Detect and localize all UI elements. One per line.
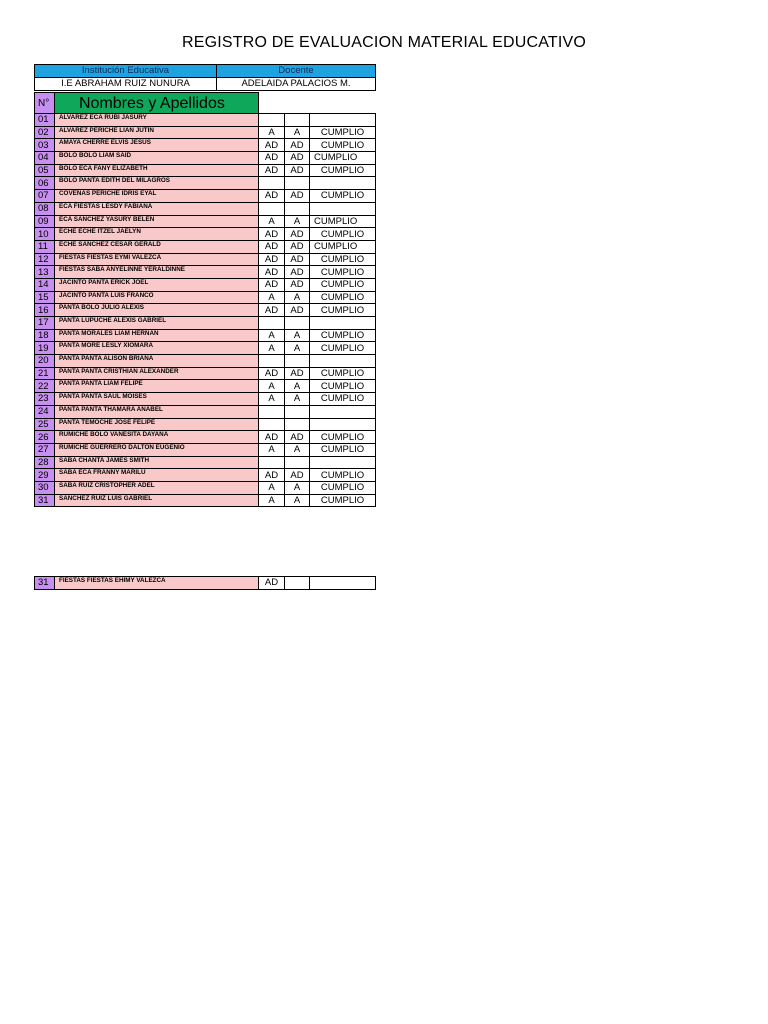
row-number: 20	[35, 355, 55, 368]
status	[310, 202, 376, 215]
student-name: SABA CHANTA JAMES SMITH	[55, 456, 259, 469]
student-name: RUMICHE GUERRERO DALTON EUGENIO	[55, 443, 259, 456]
table-row	[35, 494, 376, 507]
grade-2	[285, 577, 310, 590]
student-name: PANTA MORE LESLY XIOMARA	[55, 342, 259, 355]
grade-2: AD	[285, 240, 310, 253]
status: CUMPLIO	[310, 380, 376, 393]
grade-2: AD	[285, 152, 310, 165]
student-name: PANTA PANTA CRISTHIAN ALEXANDER	[55, 367, 259, 380]
grade-2: AD	[285, 164, 310, 177]
grade-1	[259, 456, 285, 469]
student-name: ECA SANCHEZ YASURY BELEN	[55, 215, 259, 228]
status: CUMPLIO	[310, 164, 376, 177]
grade-1: A	[259, 380, 285, 393]
page-title: REGISTRO DE EVALUACION MATERIAL EDUCATIVO	[181, 34, 587, 51]
row-number: 18	[35, 329, 55, 342]
status: CUMPLIO	[310, 139, 376, 152]
table-row	[35, 190, 376, 203]
status	[310, 355, 376, 368]
grade-1: AD	[259, 469, 285, 482]
grade-2: AD	[285, 304, 310, 317]
status	[310, 577, 376, 590]
student-name: PANTA PANTA LIAM FELIPE	[55, 380, 259, 393]
grade-2: AD	[285, 266, 310, 279]
grade-1	[259, 317, 285, 330]
table-row	[35, 152, 376, 165]
status	[310, 405, 376, 418]
row-number: 08	[35, 202, 55, 215]
table-row	[35, 393, 376, 406]
table-row	[35, 240, 376, 253]
status: CUMPLIO	[310, 126, 376, 139]
grade-2: AD	[285, 253, 310, 266]
table-row	[35, 405, 376, 418]
table-row	[35, 278, 376, 291]
row-number: 23	[35, 393, 55, 406]
grade-1	[259, 405, 285, 418]
grade-1: A	[259, 342, 285, 355]
table-row	[35, 342, 376, 355]
status: CUMPLIO	[310, 393, 376, 406]
grade-2	[285, 456, 310, 469]
row-number: 13	[35, 266, 55, 279]
status: CUMPLIO	[310, 494, 376, 507]
grade-2: AD	[285, 139, 310, 152]
grade-1: A	[259, 481, 285, 494]
status: CUMPLIO	[310, 431, 376, 444]
grade-1: A	[259, 329, 285, 342]
grade-1	[259, 355, 285, 368]
row-number: 05	[35, 164, 55, 177]
grade-2	[285, 405, 310, 418]
status: CUMPLIO	[310, 240, 376, 253]
grade-2: AD	[285, 367, 310, 380]
status: CUMPLIO	[310, 278, 376, 291]
student-name: BOLO PANTA EDITH DEL MILAGROS	[55, 177, 259, 190]
student-name: PANTA PANTA THAMARA ANABEL	[55, 405, 259, 418]
row-number: 06	[35, 177, 55, 190]
row-number: 26	[35, 431, 55, 444]
name-header: Nombres y Apellidos	[55, 93, 259, 114]
row-number: 02	[35, 126, 55, 139]
student-name: PANTA LUPUCHE ALEXIS GABRIEL	[55, 317, 259, 330]
grade-1: AD	[259, 190, 285, 203]
grade-1: AD	[259, 253, 285, 266]
student-name: COVENAS PERICHE IDRIS EYAL	[55, 190, 259, 203]
student-name: ECA FIESTAS LESDY FABIANA	[55, 202, 259, 215]
grade-1: AD	[259, 278, 285, 291]
student-name: ECHE ECHE ITZEL JAELYN	[55, 228, 259, 241]
table-row	[35, 202, 376, 215]
status	[310, 317, 376, 330]
table-row	[35, 304, 376, 317]
table-row	[35, 291, 376, 304]
student-name: BOLO BOLO LIAM SAID	[55, 152, 259, 165]
status: CUMPLIO	[310, 215, 376, 228]
grade-2: A	[285, 126, 310, 139]
student-name: SANCHEZ RUIZ LUIS GABRIEL	[55, 494, 259, 507]
status	[310, 114, 376, 127]
status: CUMPLIO	[310, 304, 376, 317]
grade-1: A	[259, 393, 285, 406]
grade-1: A	[259, 215, 285, 228]
row-number: 03	[35, 139, 55, 152]
row-number: 09	[35, 215, 55, 228]
student-name: JACINTO PANTA LUIS FRANCO	[55, 291, 259, 304]
grade-1: AD	[259, 228, 285, 241]
student-name: ALVAREZ PERICHE LIAN JUTIN	[55, 126, 259, 139]
table-row	[35, 114, 376, 127]
grade-1: AD	[259, 304, 285, 317]
grade-2: A	[285, 494, 310, 507]
status: CUMPLIO	[310, 367, 376, 380]
grade-1	[259, 418, 285, 431]
grade-2	[285, 355, 310, 368]
row-number: 31	[35, 577, 55, 590]
student-name: AMAYA CHERRE ELVIS JESUS	[55, 139, 259, 152]
table-row	[35, 139, 376, 152]
row-number: 29	[35, 469, 55, 482]
status: CUMPLIO	[310, 443, 376, 456]
row-number: 15	[35, 291, 55, 304]
table-row	[35, 317, 376, 330]
row-number: 28	[35, 456, 55, 469]
table-row	[35, 215, 376, 228]
docente-label: Docente	[217, 65, 376, 78]
grade-1	[259, 177, 285, 190]
table-row	[35, 577, 376, 590]
grade-1: AD	[259, 152, 285, 165]
row-number: 16	[35, 304, 55, 317]
table-row	[35, 266, 376, 279]
table-row	[35, 126, 376, 139]
grade-1: AD	[259, 240, 285, 253]
table-row	[35, 481, 376, 494]
table-row	[35, 431, 376, 444]
grade-1	[259, 202, 285, 215]
grade-2	[285, 317, 310, 330]
status: CUMPLIO	[310, 266, 376, 279]
grade-2: AD	[285, 431, 310, 444]
status	[310, 456, 376, 469]
student-name: PANTA MORALES LIAM HERNAN	[55, 329, 259, 342]
table-row	[35, 469, 376, 482]
grade-1: A	[259, 443, 285, 456]
student-name: SABA RUIZ CRISTOPHER ADEL	[55, 481, 259, 494]
table-row	[35, 329, 376, 342]
table-row	[35, 228, 376, 241]
table-row	[35, 418, 376, 431]
status	[310, 418, 376, 431]
student-name: PANTA PANTA ALISON BRIANA	[55, 355, 259, 368]
student-name: RUMICHE BOLO VANESITA DAYANA	[55, 431, 259, 444]
grade-2: A	[285, 393, 310, 406]
student-name: JACINTO PANTA ERICK JOEL	[55, 278, 259, 291]
student-name: FIESTAS FIESTAS EHIMY VALEZCA	[55, 577, 259, 590]
institucion-value: I.E ABRAHAM RUIZ NUNURA	[35, 78, 217, 91]
row-number: 21	[35, 367, 55, 380]
extra-table	[34, 576, 376, 590]
grade-2: A	[285, 342, 310, 355]
grade-2: A	[285, 329, 310, 342]
student-name: ALVAREZ ECA RUBI JASURY	[55, 114, 259, 127]
status: CUMPLIO	[310, 469, 376, 482]
student-name: PANTA BOLO JULIO ALEXIS	[55, 304, 259, 317]
row-number: 11	[35, 240, 55, 253]
grade-1: AD	[259, 577, 285, 590]
grade-1: AD	[259, 266, 285, 279]
grade-1: A	[259, 494, 285, 507]
grade-2: AD	[285, 469, 310, 482]
status	[310, 177, 376, 190]
grade-2	[285, 418, 310, 431]
status: CUMPLIO	[310, 291, 376, 304]
grade-2: AD	[285, 228, 310, 241]
student-name: BOLO ECA FANY ELIZABETH	[55, 164, 259, 177]
grade-2: A	[285, 443, 310, 456]
grade-2	[285, 177, 310, 190]
row-number: 04	[35, 152, 55, 165]
row-number: 31	[35, 494, 55, 507]
row-number: 14	[35, 278, 55, 291]
table-row	[35, 443, 376, 456]
docente-value: ADELAIDA PALACIOS M.	[217, 78, 376, 91]
student-name: PANTA TEMOCHE JOSE FELIPE	[55, 418, 259, 431]
grade-1	[259, 114, 285, 127]
grade-2	[285, 202, 310, 215]
table-row	[35, 177, 376, 190]
row-number: 25	[35, 418, 55, 431]
status: CUMPLIO	[310, 481, 376, 494]
grade-2: AD	[285, 278, 310, 291]
row-number: 27	[35, 443, 55, 456]
grade-2: A	[285, 481, 310, 494]
student-name: SABA ECA FRANNY MARILU	[55, 469, 259, 482]
grade-1: A	[259, 126, 285, 139]
grade-1: AD	[259, 164, 285, 177]
table-row	[35, 253, 376, 266]
student-name: FIESTAS SABA ANYELINNE YERALDINNE	[55, 266, 259, 279]
student-name: PANTA PANTA SAUL MOISES	[55, 393, 259, 406]
grade-1: A	[259, 291, 285, 304]
row-number: 22	[35, 380, 55, 393]
status: CUMPLIO	[310, 152, 376, 165]
status: CUMPLIO	[310, 253, 376, 266]
grade-2: A	[285, 291, 310, 304]
grade-1: AD	[259, 431, 285, 444]
status: CUMPLIO	[310, 190, 376, 203]
table-row	[35, 380, 376, 393]
grade-2: A	[285, 380, 310, 393]
grade-2: AD	[285, 190, 310, 203]
row-number: 24	[35, 405, 55, 418]
evaluation-table	[34, 92, 376, 507]
table-header-row	[35, 93, 376, 114]
grade-1: AD	[259, 139, 285, 152]
institucion-label: Institución Educativa	[35, 65, 217, 78]
student-name: FIESTAS FIESTAS EYMI VALEZCA	[55, 253, 259, 266]
student-name: ECHE SANCHEZ CESAR GERALD	[55, 240, 259, 253]
row-number: 07	[35, 190, 55, 203]
table-row	[35, 164, 376, 177]
header-table	[34, 64, 376, 91]
table-row	[35, 355, 376, 368]
row-number: 19	[35, 342, 55, 355]
grade-2: A	[285, 215, 310, 228]
header-blank	[259, 93, 376, 114]
grade-1: AD	[259, 367, 285, 380]
row-number: 30	[35, 481, 55, 494]
table-row	[35, 456, 376, 469]
table-row	[35, 367, 376, 380]
grade-2	[285, 114, 310, 127]
row-number: 12	[35, 253, 55, 266]
status: CUMPLIO	[310, 342, 376, 355]
number-header: N°	[35, 93, 55, 114]
row-number: 10	[35, 228, 55, 241]
status: CUMPLIO	[310, 329, 376, 342]
row-number: 01	[35, 114, 55, 127]
row-number: 17	[35, 317, 55, 330]
status: CUMPLIO	[310, 228, 376, 241]
